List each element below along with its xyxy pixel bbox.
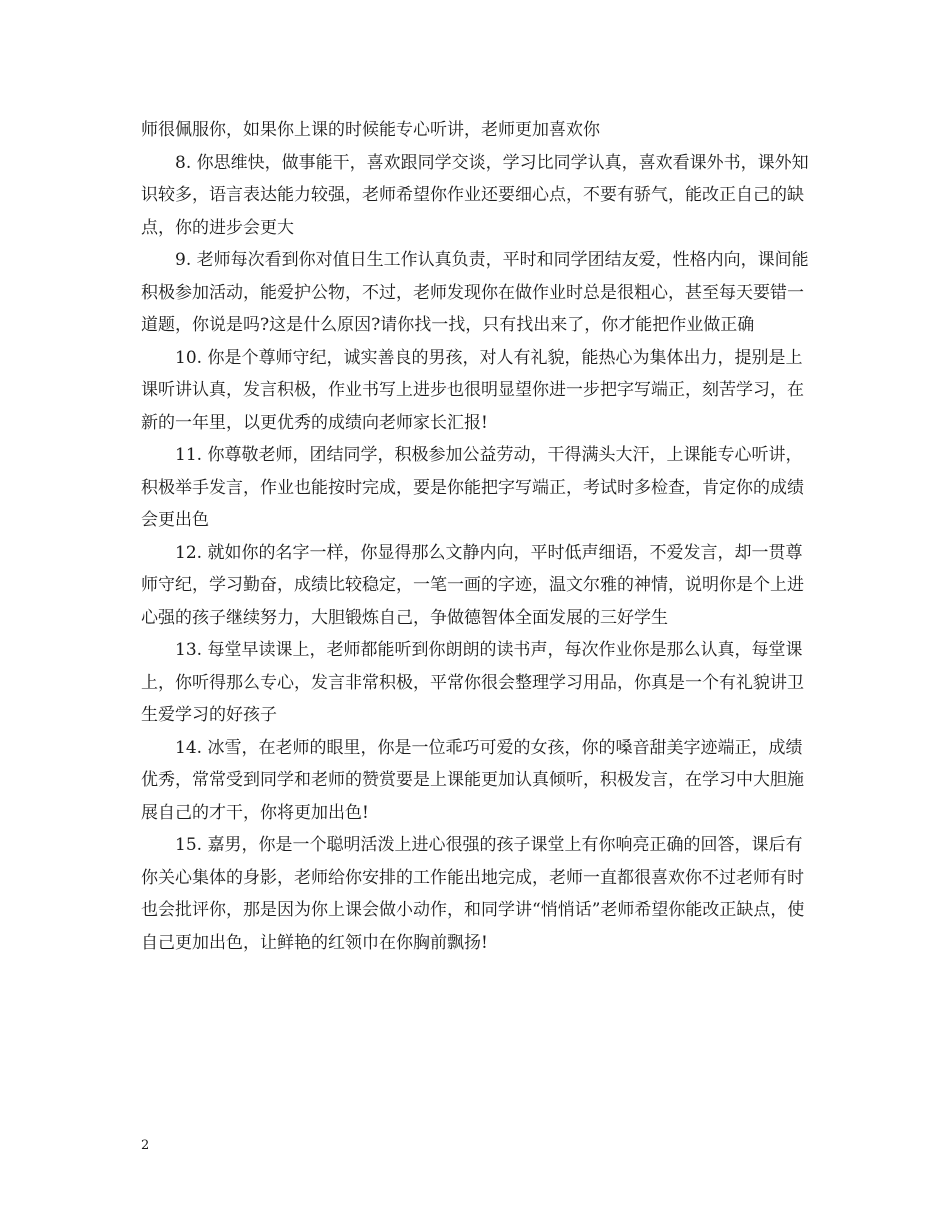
paragraph-item-15: 15. 嘉男，你是一个聪明活泼上进心很强的孩子课堂上有你响亮正确的回答，课后有你关心集体的身影，老师给你安排的工作能出地完成，老师一直都很喜欢你不过老师有时也会批评你，那是因为你上课会做小动作，和同学讲“悄悄话”老师希望你能改正缺点，使自己更加出色，让鲜艳的红领巾在你胸前飘扬! bbox=[141, 835, 805, 953]
paragraph-item-11: 11. 你尊敬老师，团结同学，积极参加公益劳动，干得满头大汗，上课能专心听讲，积极举手发言，作业也能按时完成，要是你能把字写端正，考试时多检查，肯定你的成绩会更出色 bbox=[141, 445, 804, 530]
page-number: 2 bbox=[141, 1138, 150, 1153]
paragraph-continuation: 师很佩服你，如果你上课的时候能专心听讲，老师更加喜欢你 bbox=[141, 120, 600, 140]
paragraph-item-8: 8. 你思维快，做事能干，喜欢跟同学交谈，学习比同学认真，喜欢看课外书，课外知识较多，语言表达能力较强，老师希望你作业还要细心点，不要有骄气，能改正自己的缺点，你的进步会更大 bbox=[141, 152, 809, 238]
document-body bbox=[141, 114, 813, 959]
paragraph-item-13: 13. 每堂早读课上，老师都能听到你朗朗的读书声，每次作业你是那么认真，每堂课上，你听得那么专心，发言非常积极，平常你很会整理学习用品，你真是一个有礼貌讲卫生爱学习的好孩子 bbox=[141, 640, 804, 725]
paragraph-item-12: 12. 就如你的名字一样，你显得那么文静内向，平时低声细语，不爱发言，却一贯尊师守纪，学习勤奋，成绩比较稳定，一笔一画的字迹，温文尔雅的神情，说明你是个上进心强的孩子继续努力，大胆锻炼自己，争做德智体全面发展的三好学生 bbox=[141, 542, 804, 628]
paragraph-item-14: 14. 冰雪，在老师的眼里，你是一位乖巧可爱的女孩，你的嗓音甜美字迹端正，成绩优秀，常常受到同学和老师的赞赏要是上课能更加认真倾听，积极发言，在学习中大胆施展自己的才干，你将更加出色! bbox=[141, 737, 804, 823]
paragraph-item-9: 9. 老师每次看到你对值日生工作认真负责，平时和同学团结友爱，性格内向，课间能积极参加活动，能爱护公物，不过，老师发现你在做作业时总是很粗心，甚至每天要错一道题，你说是吗?这是什么原因?请你找一找，只有找出来了，你才能把作业做正确 bbox=[141, 250, 809, 335]
paragraph-item-10: 10. 你是个尊师守纪，诚实善良的男孩，对人有礼貌，能热心为集体出力，提别是上课听讲认真，发言积极，作业书写上进步也很明显望你进一步把字写端正，刻苦学习，在新的一年里，以更优秀的成绩向老师家长汇报! bbox=[141, 347, 804, 433]
